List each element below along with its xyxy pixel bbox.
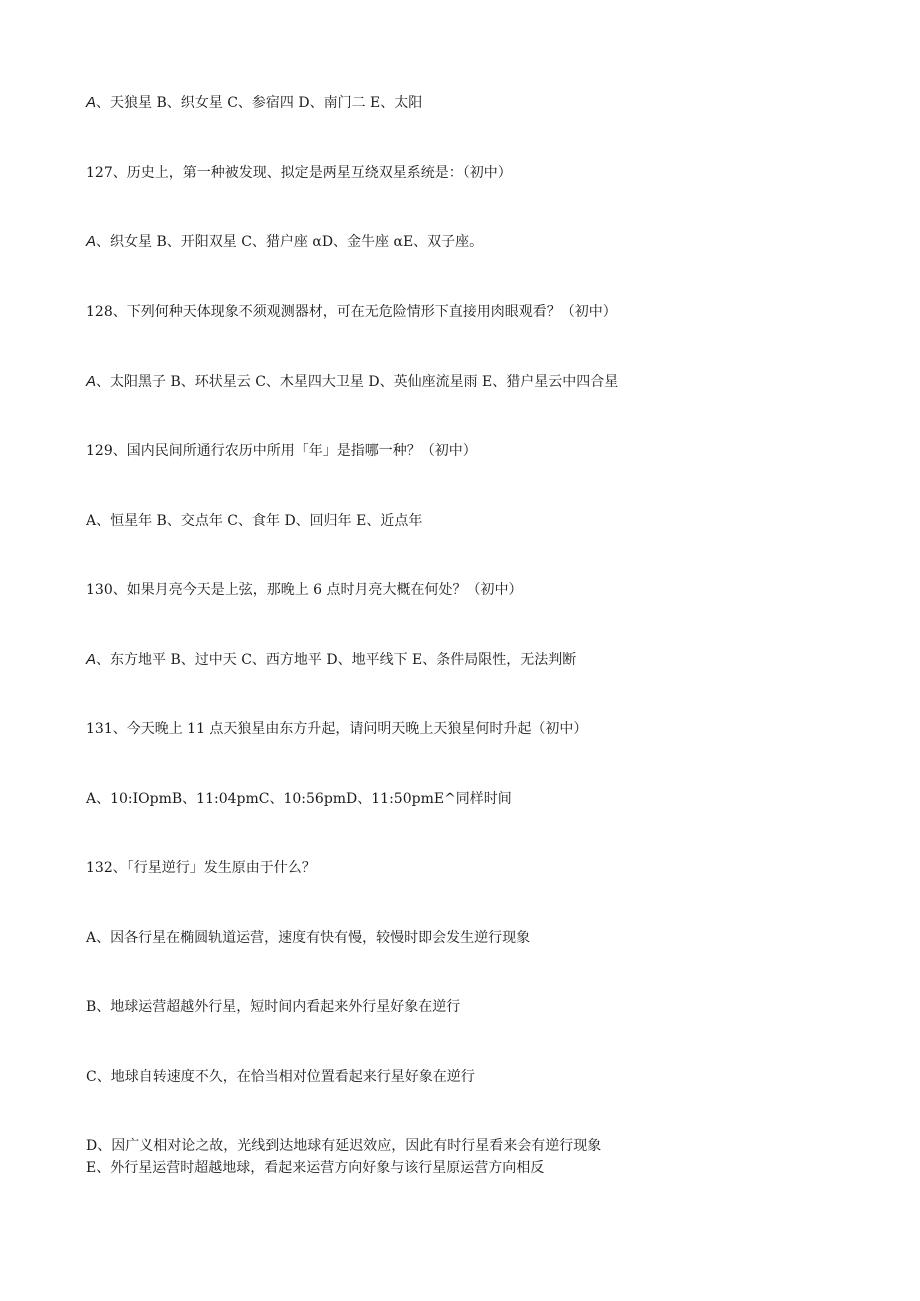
q129-question bbox=[86, 442, 477, 460]
option-lead: A bbox=[86, 233, 97, 250]
line-text: 132、「行星逆行」发生原由于什么？ bbox=[86, 860, 316, 876]
q130-options bbox=[86, 651, 576, 669]
q128-options bbox=[86, 373, 618, 391]
line-text: 、织女星 B、开阳双星 C、猎户座 αD、金牛座 αE、双子座。 bbox=[96, 234, 484, 250]
line-text: 127、历史上，第一种被发现、拟定是两星互绕双星系统是：（初中） bbox=[86, 165, 512, 181]
q132-option-a bbox=[86, 929, 530, 947]
q130-question bbox=[86, 581, 523, 599]
line-text: 、天狼星 B、织女星 C、参宿四 D、南门二 E、太阳 bbox=[96, 95, 423, 111]
q132-option-c bbox=[86, 1068, 475, 1086]
q131-options bbox=[86, 790, 512, 808]
line-text: A、因各行星在椭圆轨道运营，速度有快有慢，较慢时即会发生逆行现象 bbox=[86, 930, 531, 946]
q127-options bbox=[86, 233, 483, 251]
q132-question bbox=[86, 859, 316, 877]
q128-question bbox=[86, 303, 617, 321]
q132-option-e bbox=[86, 1159, 544, 1177]
q126-options bbox=[86, 94, 422, 112]
line-text: 、东方地平 B、过中天 C、西方地平 D、地平线下 E、条件局限性，无法判断 bbox=[96, 652, 577, 668]
option-lead: A bbox=[86, 373, 97, 390]
q129-options bbox=[86, 512, 422, 530]
line-text: 131、今天晚上 11 点天狼星由东方升起，请问明天晚上天狼星何时升起（初中） bbox=[86, 721, 588, 737]
option-lead: A bbox=[86, 651, 97, 668]
q131-question bbox=[86, 720, 587, 738]
q127-question bbox=[86, 164, 512, 182]
option-lead: A bbox=[86, 94, 97, 111]
line-text: 128、下列何种天体现象不须观测器材，可在无危险情形下直接用肉眼观看？（初中） bbox=[86, 304, 617, 320]
line-text: D、因广义相对论之故，光线到达地球有延迟效应，因此有时行星看来会有逆行现象 bbox=[86, 1138, 602, 1154]
line-text: 129、国内民间所通行农历中所用「年」是指哪一种？（初中） bbox=[86, 443, 477, 459]
line-text: A、10:IOpmB、11:04pmC、10:56pmD、11:50pmE^同样时间 bbox=[86, 791, 512, 807]
line-text: A、恒星年 B、交点年 C、食年 D、回归年 E、近点年 bbox=[86, 513, 423, 529]
q132-option-d bbox=[86, 1137, 601, 1155]
line-text: 、太阳黑子 B、环状星云 C、木星四大卫星 D、英仙座流星雨 E、猎户星云中四合星 bbox=[96, 374, 619, 390]
line-text: C、地球自转速度不久，在恰当相对位置看起来行星好象在逆行 bbox=[86, 1069, 475, 1085]
line-text: 130、如果月亮今天是上弦，那晚上 6 点时月亮大概在何处？（初中） bbox=[86, 582, 523, 598]
line-text: E、外行星运营时超越地球，看起来运营方向好象与该行星原运营方向相反 bbox=[86, 1160, 545, 1176]
q132-option-b bbox=[86, 998, 460, 1016]
line-text: B、地球运营超越外行星，短时间内看起来外行星好象在逆行 bbox=[86, 999, 461, 1015]
